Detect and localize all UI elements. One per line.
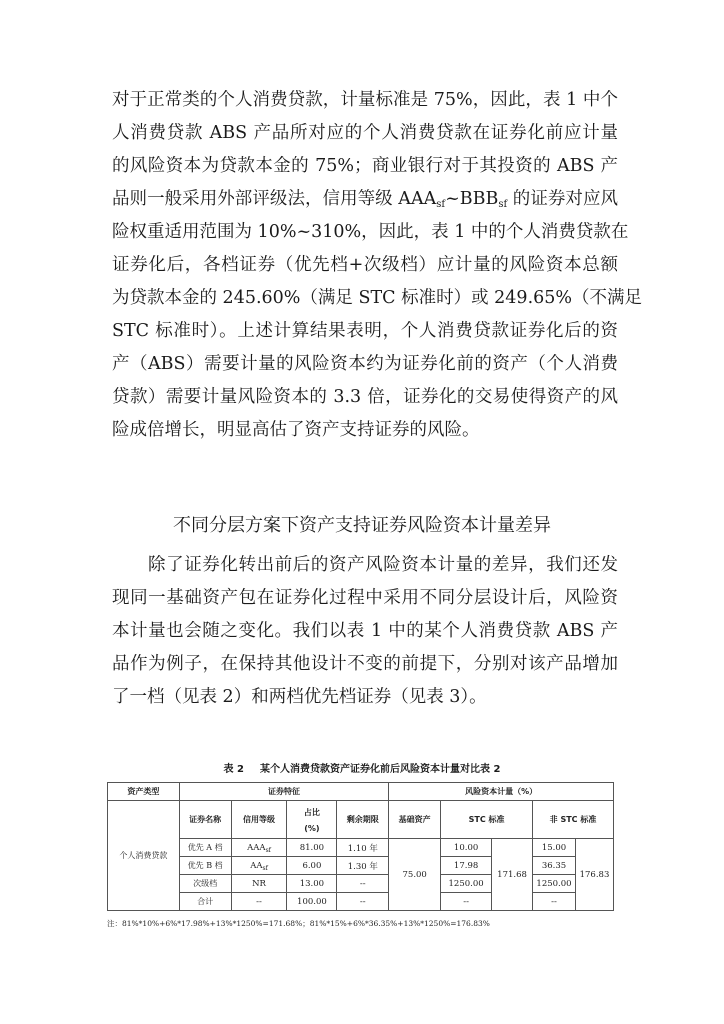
header-asset-type: 资产类型 xyxy=(108,783,180,801)
cell-non-stc: -- xyxy=(533,893,576,911)
paragraph-1-line-with-subscripts xyxy=(112,187,618,211)
paragraph-2-line: 本计量也会随之变化。我们以表 1 中的某个人消费贷款 ABS 产 xyxy=(112,621,618,641)
cell-term: -- xyxy=(337,893,389,911)
cell-rating xyxy=(231,857,287,875)
header-remaining-term: 剩余期限 xyxy=(337,801,389,839)
cell-stc-total: 171.68 xyxy=(492,839,533,911)
header-security-name: 证券名称 xyxy=(179,801,231,839)
cell-non-stc-total: 176.83 xyxy=(575,839,613,911)
paragraph-1-line: 人消费贷款 ABS 产品所对应的个人消费贷款在证券化前应计量 xyxy=(112,123,618,143)
cell-base-asset: 75.00 xyxy=(389,839,441,911)
paragraph-2-line: 品作为例子，在保持其他设计不变的前提下，分别对该产品增加 xyxy=(112,654,618,674)
paragraph-1-line: 险权重适用范围为 10%~310%，因此，表 1 中的个人消费贷款在 xyxy=(112,222,629,242)
subscript: sf xyxy=(498,199,508,210)
rating-subscript: sf xyxy=(265,846,271,854)
paragraph-2-line: 现同一基础资产包在证券化过程中采用不同分层设计后，风险资 xyxy=(112,588,618,608)
cell-share: 81.00 xyxy=(287,839,337,857)
table-number: 表 2 xyxy=(223,764,244,775)
paragraph-1-line: 产（ABS）需要计量的风险资本约为证券化前的资产（个人消费 xyxy=(112,354,618,374)
cell-security-name: 次级档 xyxy=(179,875,231,893)
cell-term: -- xyxy=(337,875,389,893)
cell-non-stc: 15.00 xyxy=(533,839,576,857)
section-heading: 不同分层方案下资产支持证券风险资本计量差异 xyxy=(173,515,551,536)
cell-security-name: 优先 A 档 xyxy=(179,839,231,857)
cell-stc: -- xyxy=(441,893,492,911)
cell-asset-type: 个人消费贷款 xyxy=(108,801,180,911)
cell-rating: NR xyxy=(231,875,287,893)
cell-stc: 17.98 xyxy=(441,857,492,875)
paragraph-1-line: 为贷款本金的 245.60%（满足 STC 标准时）或 249.65%（不满足 xyxy=(112,288,643,308)
paragraph-1-line: STC 标准时）。上述计算结果表明，个人消费贷款证券化后的资 xyxy=(112,321,618,341)
header-risk-capital: 风险资本计量（%） xyxy=(389,783,614,801)
cell-share: 13.00 xyxy=(287,875,337,893)
paragraph-2-line: 了一档（见表 2）和两档优先档证券（见表 3）。 xyxy=(112,687,487,707)
header-share-label: 占比 xyxy=(303,807,320,817)
paragraph-2-line: 除了证券化转出前后的资产风险资本计量的差异，我们还发 xyxy=(148,555,618,575)
table-title: 某个人消费贷款资产证券化前后风险资本计量对比表 2 xyxy=(260,764,501,775)
header-credit-rating: 信用等级 xyxy=(231,801,287,839)
line-text: 的证券对应风 xyxy=(507,189,618,209)
cell-rating xyxy=(231,839,287,857)
header-security-features: 证券特征 xyxy=(179,783,388,801)
cell-share: 100.00 xyxy=(287,893,337,911)
table-caption xyxy=(0,764,724,776)
header-share-unit: (%) xyxy=(304,823,320,833)
cell-non-stc: 36.35 xyxy=(533,857,576,875)
cell-non-stc: 1250.00 xyxy=(533,875,576,893)
subscript: sf xyxy=(436,199,446,210)
cell-stc: 10.00 xyxy=(441,839,492,857)
paragraph-1-line: 的风险资本为贷款本金的 75%；商业银行对于其投资的 ABS 产 xyxy=(112,156,618,176)
line-text: ~BBB xyxy=(445,189,499,209)
cell-stc: 1250.00 xyxy=(441,875,492,893)
cell-term: 1.10 年 xyxy=(337,839,389,857)
cell-term: 1.30 年 xyxy=(337,857,389,875)
rating-text: AA xyxy=(250,860,263,871)
header-base-asset: 基础资产 xyxy=(389,801,441,839)
paragraph-1-line: 险成倍增长，明显高估了资产支持证券的风险。 xyxy=(112,420,480,440)
cell-security-name: 优先 B 档 xyxy=(179,857,231,875)
cell-rating: -- xyxy=(231,893,287,911)
paragraph-1-line: 对于正常类的个人消费贷款，计量标准是 75%，因此，表 1 中个 xyxy=(112,90,618,110)
paragraph-1-line: 证券化后，各档证券（优先档+次级档）应计量的风险资本总额 xyxy=(112,255,618,275)
rating-subscript: sf xyxy=(262,864,268,872)
header-share xyxy=(287,801,337,839)
table-note: 注：81%*10%+6%*17.98%+13%*1250%=171.68%；81%*15%+6%*36.35%+13%*1250%=176.83% xyxy=(107,919,490,928)
risk-capital-table xyxy=(107,782,614,911)
cell-security-name: 合计 xyxy=(179,893,231,911)
line-text: 品则一般采用外部评级法，信用等级 AAA xyxy=(112,189,437,209)
header-non-stc: 非 STC 标准 xyxy=(533,801,614,839)
paragraph-1-line: 贷款）需要计量风险资本的 3.3 倍，证券化的交易使得资产的风 xyxy=(112,387,618,407)
header-stc: STC 标准 xyxy=(441,801,533,839)
rating-text: AAA xyxy=(247,842,266,853)
cell-share: 6.00 xyxy=(287,857,337,875)
